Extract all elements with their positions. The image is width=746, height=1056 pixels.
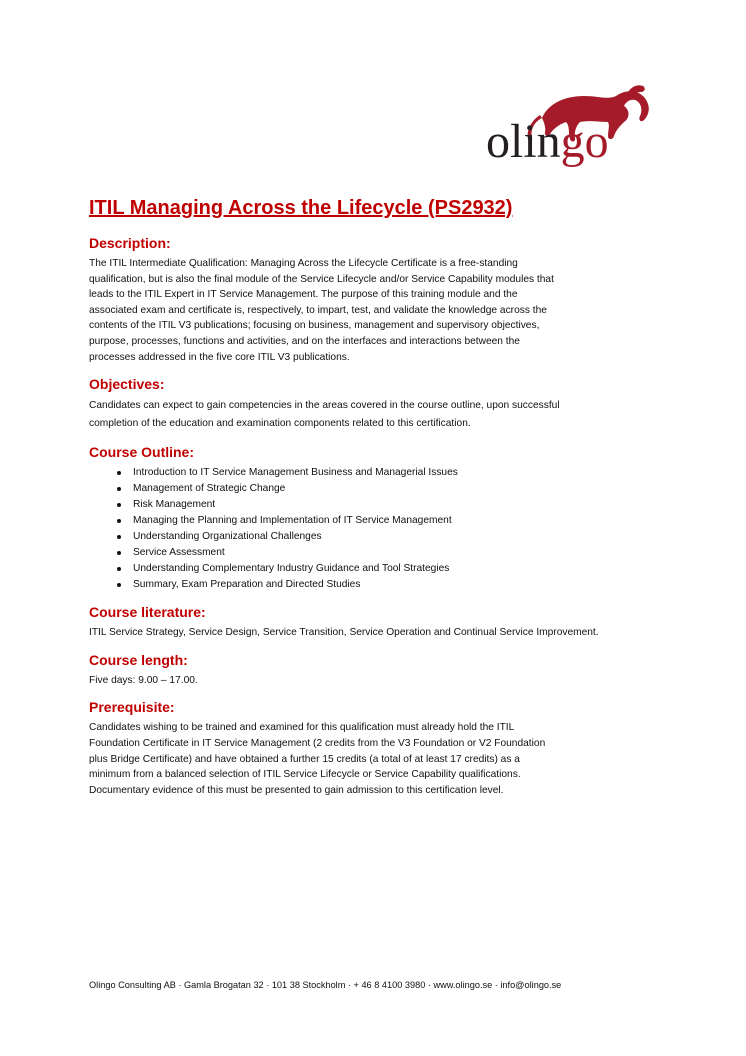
objectives-line: Candidates can expect to gain competencies in the areas covered in the course outline, upon successful <box>89 400 560 412</box>
description-text <box>89 256 669 365</box>
list-item: Understanding Complementary Industry Guidance and Tool Strategies <box>117 561 669 577</box>
logo-wordmark <box>486 115 609 168</box>
objectives-section <box>89 375 669 433</box>
list-item: Introduction to IT Service Management Business and Managerial Issues <box>117 465 669 481</box>
description-heading: Description: <box>89 235 171 251</box>
prerequisite-text <box>89 720 669 798</box>
description-line: purpose, processes, functions and activities, and on the interfaces and interactions between the <box>89 335 520 347</box>
description-line: contents of the ITIL V3 publications; focusing on business, management and supervisory objectives, <box>89 320 540 332</box>
prerequisite-line: plus Bridge Certificate) and have obtained a further 15 credits (a total of at least 17 credits) as a <box>89 753 520 765</box>
logo-text-red: go <box>560 115 609 168</box>
footer-contact: Olingo Consulting AB · Gamla Brogatan 32 · 101 38 Stockholm · + 46 8 4100 3980 · www.olingo.se · info@olingo.se <box>89 980 562 990</box>
list-item: Risk Management <box>117 497 669 513</box>
literature-heading: Course literature: <box>89 604 206 621</box>
outline-list <box>89 465 669 593</box>
prerequisite-line: minimum from a balanced selection of ITIL Service Lifecycle or Service Capability qualifications. <box>89 769 521 781</box>
length-text: Five days: 9.00 – 17.00. <box>89 674 198 686</box>
prerequisite-line: Documentary evidence of this must be presented to gain admission to this certification level. <box>89 784 504 796</box>
list-item: Management of Strategic Change <box>117 481 669 497</box>
list-item: Service Assessment <box>117 545 669 561</box>
prerequisite-line: Foundation Certificate in IT Service Management (2 credits from the V3 Foundation or V2 Foundation <box>89 737 546 749</box>
description-line: leads to the ITIL Expert in IT Service Management. The purpose of this training module and the <box>89 289 518 301</box>
objectives-line: completion of the education and examination components related to this certification. <box>89 418 471 430</box>
logo-text-dark: olin <box>486 115 561 168</box>
outline-section <box>89 443 669 593</box>
prerequisite-section <box>89 698 669 798</box>
outline-heading: Course Outline: <box>89 444 195 461</box>
description-section <box>89 234 669 365</box>
description-line: associated exam and certificate is, respectively, to impart, test, and validate the knowledge across the <box>89 304 547 316</box>
description-line: qualification, but is also the final module of the Service Lifecycle and/or Service Capability modules that <box>89 273 554 285</box>
length-section <box>89 651 669 689</box>
prerequisite-line: Candidates wishing to be trained and examined for this qualification must already hold the ITIL <box>89 722 515 734</box>
document-body <box>89 234 669 808</box>
objectives-heading: Objectives: <box>89 376 165 393</box>
description-line: processes addressed in the five core ITIL V3 publications. <box>89 351 350 363</box>
list-item: Managing the Planning and Implementation of IT Service Management <box>117 513 669 529</box>
length-heading: Course length: <box>89 651 188 668</box>
objectives-text <box>89 397 669 433</box>
literature-text: ITIL Service Strategy, Service Design, Service Transition, Service Operation and Continual Service Improvement. <box>89 627 599 639</box>
olingo-logo <box>480 82 660 168</box>
list-item: Understanding Organizational Challenges <box>117 529 669 545</box>
literature-section <box>89 603 669 641</box>
description-line: The ITIL Intermediate Qualification: Managing Across the Lifecycle Certificate is a free-standing <box>89 258 518 269</box>
prerequisite-heading: Prerequisite: <box>89 699 175 716</box>
list-item: Summary, Exam Preparation and Directed Studies <box>117 577 669 593</box>
page-title: ITIL Managing Across the Lifecycle (PS2932) <box>89 197 513 219</box>
